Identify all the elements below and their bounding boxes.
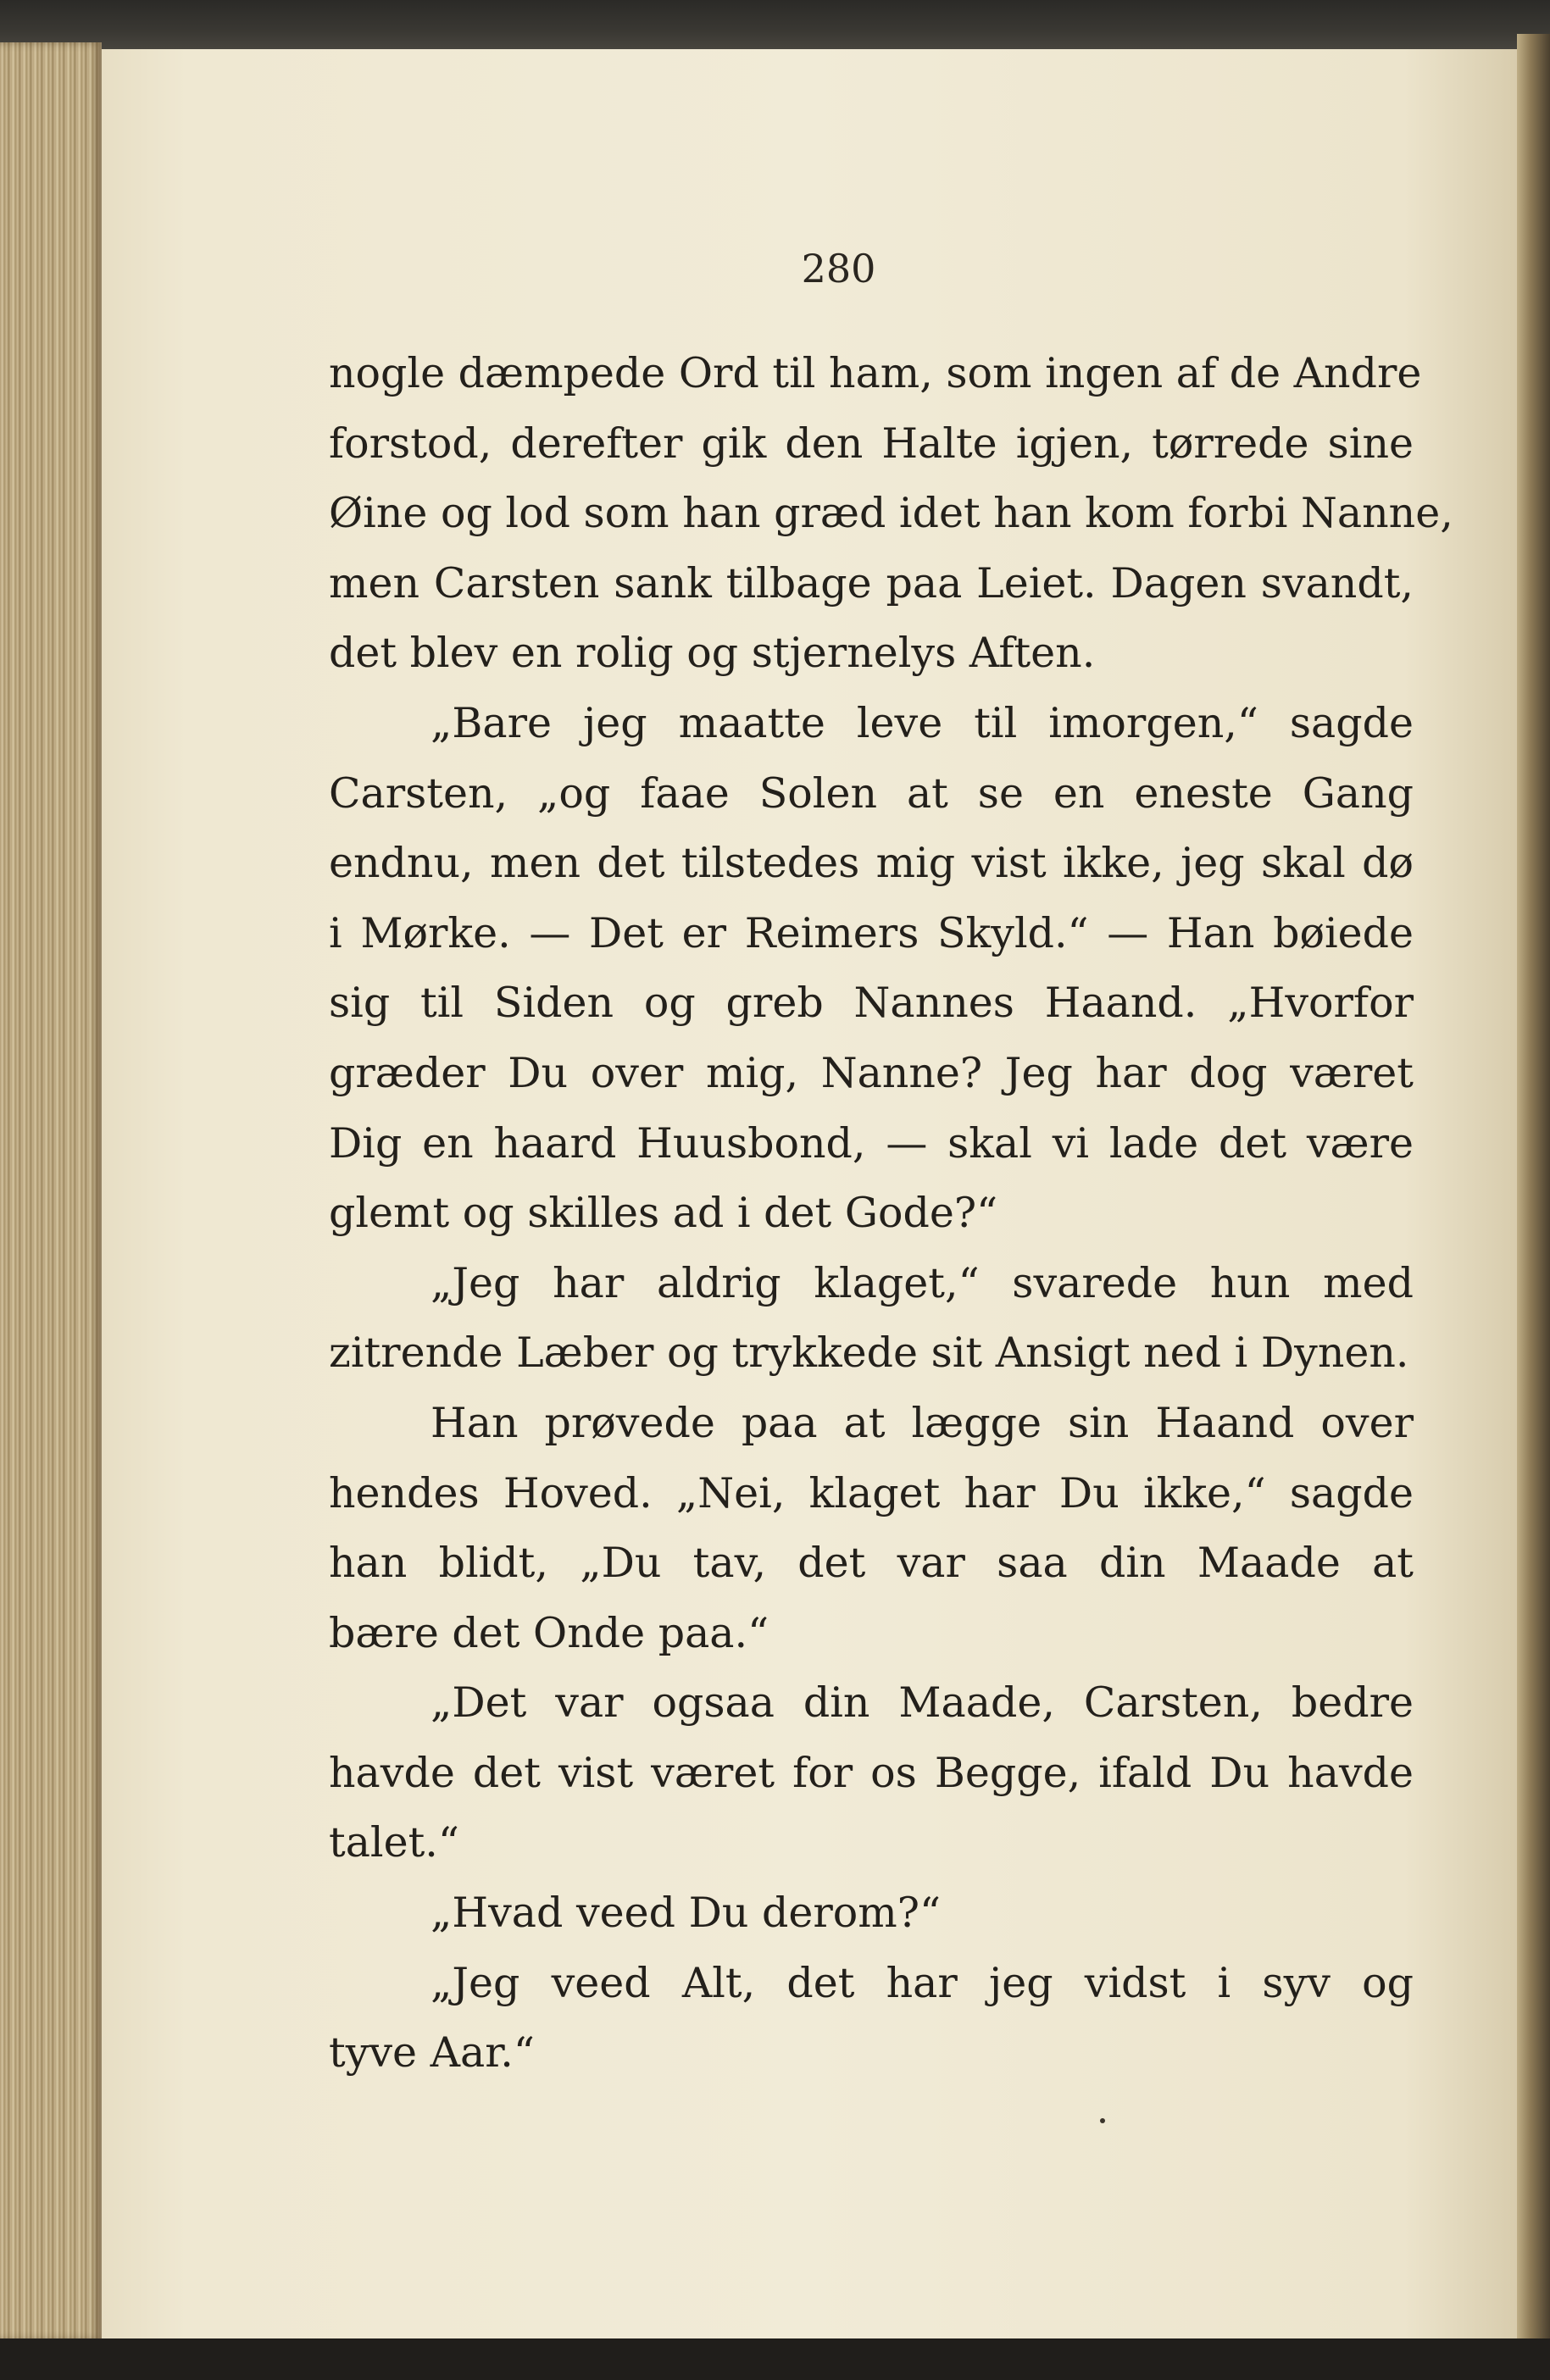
text-line: han blidt, „Du tav, det var saa din Maade at (329, 1539, 1414, 1588)
text-line: nogle dæmpede Ord til ham, som ingen af de Andre (329, 349, 1422, 397)
page-number: 280 (801, 246, 876, 291)
top-shadow-strip (0, 0, 1550, 53)
text-line: Øine og lod som han græd idet han kom forbi Nanne, (329, 489, 1453, 538)
text-line: tyve Aar.“ (329, 2028, 535, 2078)
text-line: det blev en rolig og stjernelys Aften. (329, 629, 1096, 678)
page-edges (0, 42, 102, 2340)
text-line: „Hvad veed Du derom?“ (431, 1889, 942, 1938)
text-line: „Det var ogsaa din Maade, Carsten, bedre (431, 1678, 1414, 1728)
text-line: bære det Onde paa.“ (329, 1608, 769, 1657)
text-line: „Jeg veed Alt, det har jeg vidst i syv og (431, 1958, 1414, 2007)
text-line: Carsten, „og faae Solen at se en eneste Gang (329, 768, 1414, 818)
text-line: sig til Siden og greb Nannes Haand. „Hvorfor (329, 979, 1414, 1028)
text-line: talet.“ (329, 1818, 459, 1867)
page-text (329, 339, 1453, 2089)
text-line: havde det vist været for os Begge, ifald Du havde (329, 1748, 1414, 1797)
text-line: i Mørke. — Det er Reimers Skyld.“ — Han bøiede (329, 908, 1414, 957)
text-line: hendes Hoved. „Nei, klaget har Du ikke,“ sagde (329, 1468, 1414, 1517)
text-line: græder Du over mig, Nanne? Jeg har dog været (329, 1048, 1414, 1097)
text-line: forstod, derefter gik den Halte igjen, tørrede sine (329, 419, 1414, 468)
text-line: glemt og skilles ad i det Gode?“ (329, 1189, 998, 1238)
text-line: Han prøvede paa at lægge sin Haand over (431, 1398, 1414, 1447)
text-line: endnu, men det tilstedes mig vist ikke, jeg skal dø (329, 839, 1414, 888)
text-line: „Bare jeg maatte leve til imorgen,“ sagde (431, 698, 1414, 747)
text-line: zitrende Læber og trykkede sit Ansigt ned i Dynen. (329, 1329, 1409, 1378)
ink-speck (1100, 2118, 1105, 2123)
text-line: men Carsten sank tilbage paa Leiet. Dagen svandt, (329, 558, 1414, 607)
bottom-shadow-strip (0, 2338, 1550, 2380)
text-line: „Jeg har aldrig klaget,“ svarede hun med (431, 1258, 1414, 1307)
binding-edge (1517, 34, 1550, 2340)
text-line: Dig en haard Huusbond, — skal vi lade det være (329, 1118, 1414, 1168)
